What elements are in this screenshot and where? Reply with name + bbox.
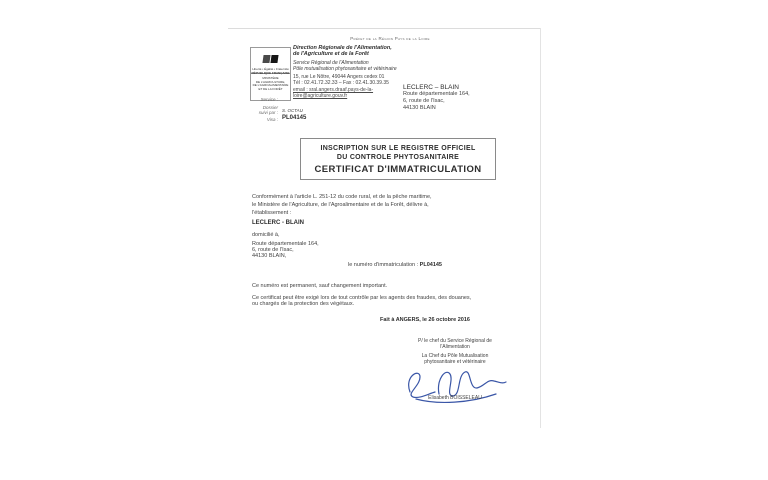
sender-email-line1: email : sral.angers.draaf.pays-de-la- — [293, 87, 374, 93]
recipient-address-line2: 6, route de l'Isac, — [403, 98, 445, 104]
sender-direction-line1: Direction Régionale de l'Alimentation, — [293, 45, 392, 51]
logo-ministry-line3: DE L'AGROALIMENTAIRE — [252, 83, 289, 88]
scan-top-edge — [228, 28, 541, 29]
certificate-title-box — [300, 138, 496, 180]
sender-direction-line2: de l'Agriculture et de la Forêt — [293, 51, 369, 57]
signatory-function-line3: La Chef du Pôle Mutualisation — [421, 353, 489, 359]
signatory-function-line1: P/ le chef du Service Régional de — [418, 338, 492, 344]
logo-motto-line1: Liberté • Égalité • Fraternité — [252, 67, 289, 71]
sender-service-line1: Service Régional de l'Alimentation — [293, 60, 369, 66]
logo-top-section — [251, 48, 290, 74]
visa-ref-value: PL04145 — [282, 115, 307, 121]
signatory-function-line2: l'Alimentation — [440, 344, 470, 350]
establishment-address-line1: Route départementale 164, — [252, 241, 319, 247]
registration-label: le numéro d'immatriculation : — [348, 262, 420, 268]
domicile-line: domicilié à, — [252, 232, 280, 238]
recipient-address-line1: Route départementale 164, — [403, 91, 470, 97]
sender-street: 15, rue Le Nôtre, 49044 Angers cedex 01 — [293, 74, 385, 80]
visa-ref-label: Visa : — [266, 117, 278, 122]
permanence-note: Ce numéro est permanent, sauf changement important. — [252, 283, 388, 289]
title-line2: DU CONTROLE PHYTOSANITAIRE — [336, 154, 460, 161]
control-note-line1: Ce certificat peut être exigé lors de tout contrôle par les agents des fraudes, des douanes, — [252, 295, 472, 301]
recipient-name: LECLERC – BLAIN — [403, 84, 459, 91]
sender-service-line2: Pôle mutualisation phytosanitaire et vétérinaire — [293, 66, 397, 72]
signer-name: Elisabeth BOISSELEAU — [428, 395, 482, 401]
establishment-address-line3: 44130 BLAIN, — [252, 253, 287, 259]
logo-ministry-line2: DE L'AGRICULTURE, — [255, 79, 286, 84]
dossier-ref-label-line1: Dossier — [262, 105, 278, 110]
dossier-ref-label-line2: suivi par : — [258, 110, 278, 115]
logo-ministry-line4: ET DE LA FORÊT — [258, 86, 283, 91]
marianne-flag-icon — [263, 55, 278, 63]
prefecture-header: Préfet de la Région Pays de la Loire — [350, 36, 430, 41]
logo-motto-line2: RÉPUBLIQUE FRANÇAISE — [251, 70, 290, 75]
intro-line3: l'établissement : — [252, 210, 292, 216]
signatory-function-line4: phytosanitaire et vétérinaire — [424, 359, 486, 365]
establishment-name: LECLERC - BLAIN — [252, 220, 304, 226]
intro-line2: le Ministère de l'Agriculture, de l'Agroalimentaire et de la Forêt, délivre à, — [252, 202, 429, 208]
dossier-ref-value: S. OCTAU — [282, 108, 303, 113]
logo-ministry-line1: MINISTÈRE — [262, 76, 279, 80]
sender-email-line2: loire@agriculture.gouv.fr — [293, 93, 348, 99]
recipient-address-line3: 44130 BLAIN — [403, 105, 436, 111]
service-ref-label: Service : — [260, 97, 278, 102]
place-date-line: Fait à ANGERS, le 26 octobre 2016 — [380, 317, 470, 323]
control-note-line2: ou chargés de la protection des végétaux. — [252, 301, 355, 307]
sender-tel-fax: Tél : 02.41.72.32.33 – Fax : 02.41.30.39.35 — [293, 80, 389, 86]
ministry-logo — [250, 47, 291, 101]
scan-right-edge — [540, 28, 541, 428]
intro-line1: Conformément à l'article L. 251-12 du code rural, et de la pêche maritime, — [252, 194, 432, 200]
title-line1: INSCRIPTION SUR LE REGISTRE OFFICIEL — [320, 145, 476, 152]
registration-number: PL04145 — [419, 262, 442, 268]
registration-line — [348, 262, 442, 269]
establishment-address-line2: 6, route de l'Isac, — [252, 247, 294, 253]
title-line3: CERTIFICAT D'IMMATRICULATION — [314, 164, 482, 175]
